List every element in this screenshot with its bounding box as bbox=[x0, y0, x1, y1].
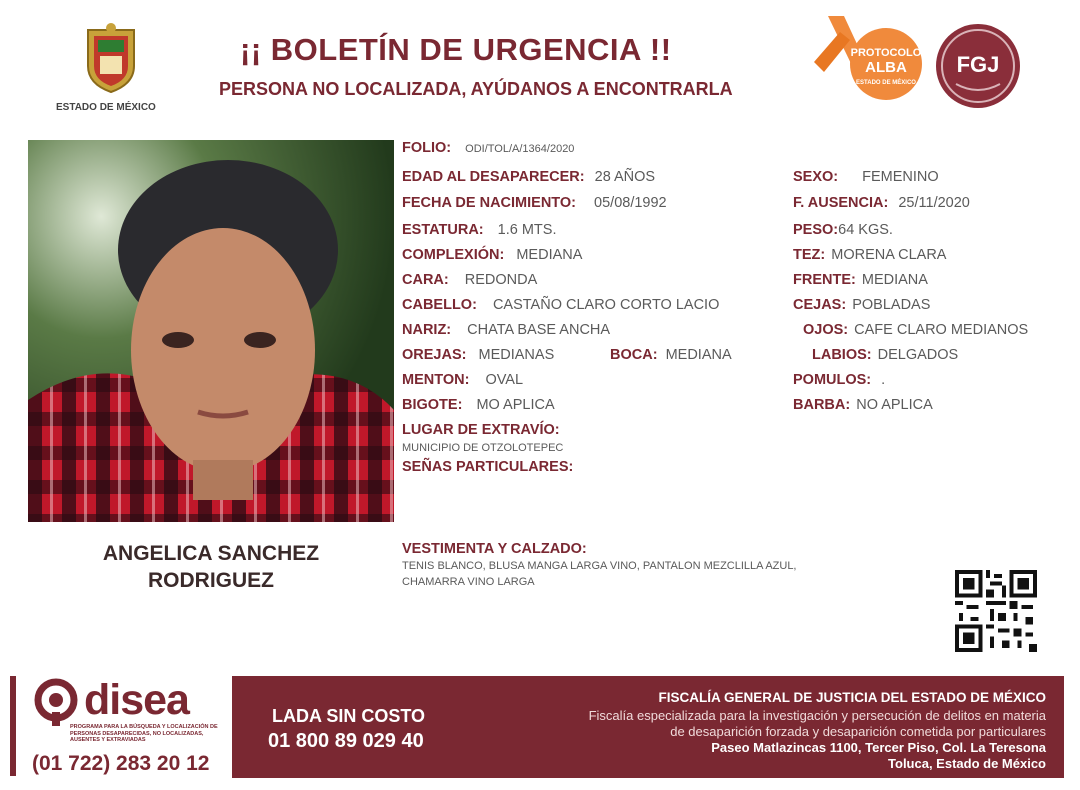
odisea-block bbox=[10, 672, 228, 780]
orejas-value: MEDIANAS bbox=[478, 347, 555, 363]
barba-value: NO APLICA bbox=[856, 397, 933, 413]
vestimenta-row bbox=[402, 541, 587, 557]
lugar-value: MUNICIPIO DE OTZOLOTEPEC bbox=[402, 442, 564, 454]
peso-row bbox=[793, 222, 893, 238]
fgj-address-line2: Toluca, Estado de México bbox=[888, 756, 1046, 771]
labios-label: LABIOS: bbox=[812, 347, 872, 363]
edad-value: 28 AÑOS bbox=[594, 169, 656, 185]
peso-label: PESO: bbox=[793, 222, 839, 238]
bulletin-title: ¡¡ BOLETÍN DE URGENCIA !! bbox=[240, 32, 672, 67]
ausencia-row bbox=[793, 195, 970, 211]
tez-row bbox=[793, 247, 946, 263]
bulletin-subtitle: PERSONA NO LOCALIZADA, AYÚDANOS A ENCONTRARLA bbox=[219, 79, 733, 99]
frente-value: MEDIANA bbox=[861, 272, 928, 288]
odisea-accent-bar bbox=[10, 676, 16, 776]
nariz-row bbox=[402, 322, 610, 338]
cejas-label: CEJAS: bbox=[793, 297, 847, 313]
fgj-seal-logo bbox=[934, 22, 1022, 110]
person-name bbox=[28, 540, 394, 594]
cejas-row bbox=[793, 297, 930, 313]
boca-label: BOCA: bbox=[610, 347, 658, 363]
nacimiento-value: 05/08/1992 bbox=[594, 195, 667, 211]
boca-value: MEDIANA bbox=[665, 347, 732, 363]
estado-de-mexico-emblem bbox=[80, 22, 142, 94]
frente-label: FRENTE: bbox=[793, 272, 856, 288]
estatura-row bbox=[402, 222, 556, 238]
complexion-value: MEDIANA bbox=[516, 247, 583, 263]
ausencia-label: F. AUSENCIA: bbox=[793, 195, 889, 211]
footer-bar bbox=[232, 676, 1064, 778]
cejas-value: POBLADAS bbox=[852, 297, 931, 313]
fgj-address-line1: Paseo Matlazincas 1100, Tercer Piso, Col. La Teresona bbox=[711, 740, 1046, 755]
person-name-line2: RODRIGUEZ bbox=[148, 569, 274, 592]
senas-row bbox=[402, 459, 573, 475]
ojos-row bbox=[803, 322, 1028, 338]
lugar-label: LUGAR DE EXTRAVÍO: bbox=[402, 422, 560, 438]
menton-label: MENTON: bbox=[402, 372, 470, 388]
fgj-title: FISCALÍA GENERAL DE JUSTICIA DEL ESTADO DE MÉXICO bbox=[658, 690, 1046, 705]
vestimenta-label: VESTIMENTA Y CALZADO: bbox=[402, 541, 587, 557]
ojos-label: OJOS: bbox=[803, 322, 849, 338]
nacimiento-row bbox=[402, 195, 667, 211]
tez-label: TEZ: bbox=[793, 247, 826, 263]
lugar-row bbox=[402, 422, 560, 438]
fgj-description-line2: de desaparición forzada y desaparición cometida por particulares bbox=[670, 724, 1046, 739]
svg-text:PROTOCOLO: PROTOCOLO bbox=[850, 47, 922, 59]
svg-text:ALBA: ALBA bbox=[865, 59, 907, 76]
odisea-phone[interactable]: (01 722) 283 20 12 bbox=[32, 752, 210, 775]
frente-row bbox=[793, 272, 928, 288]
ojos-value: CAFE CLARO MEDIANOS bbox=[854, 322, 1029, 338]
svg-text:FGJ: FGJ bbox=[956, 52, 1000, 77]
bigote-label: BIGOTE: bbox=[402, 397, 463, 413]
sexo-row bbox=[793, 169, 939, 185]
bigote-row bbox=[402, 397, 555, 413]
barba-row bbox=[793, 397, 933, 413]
menton-value: OVAL bbox=[485, 372, 524, 388]
bigote-value: MO APLICA bbox=[476, 397, 555, 413]
peso-value: 64 KGS. bbox=[838, 222, 893, 238]
edad-row bbox=[402, 169, 655, 185]
protocolo-alba-logo bbox=[810, 12, 925, 110]
lada-title: LADA SIN COSTO bbox=[272, 706, 426, 726]
sexo-value: FEMENINO bbox=[862, 169, 939, 185]
ausencia-value: 25/11/2020 bbox=[898, 195, 970, 211]
estatura-value: 1.6 MTS. bbox=[497, 222, 557, 238]
barba-label: BARBA: bbox=[793, 397, 851, 413]
orejas-row bbox=[402, 347, 554, 363]
pomulos-row bbox=[793, 372, 885, 388]
cara-row bbox=[402, 272, 537, 288]
complexion-row bbox=[402, 247, 582, 263]
svg-text:ESTADO DE MÉXICO: ESTADO DE MÉXICO bbox=[856, 80, 916, 86]
person-name-line1: ANGELICA SANCHEZ bbox=[102, 542, 320, 565]
boca-row bbox=[610, 347, 732, 363]
vestimenta-line1: TENIS BLANCO, BLUSA MANGA LARGA VINO, PANTALON MEZCLILLA AZUL, bbox=[402, 560, 797, 572]
pomulos-label: POMULOS: bbox=[793, 372, 872, 388]
pomulos-value: . bbox=[881, 372, 886, 388]
tez-value: MORENA CLARA bbox=[831, 247, 947, 263]
labios-row bbox=[812, 347, 958, 363]
cara-label: CARA: bbox=[402, 272, 449, 288]
folio-row bbox=[402, 140, 574, 156]
folio-label: FOLIO: bbox=[402, 140, 452, 156]
odisea-description: PROGRAMA PARA LA BÚSQUEDA Y LOCALIZACIÓN DE PERSONAS DESAPARECIDAS, NO LOCALIZADAS, AUSENTES Y EXTRAVIADAS bbox=[70, 724, 218, 743]
estatura-label: ESTATURA: bbox=[402, 222, 484, 238]
nacimiento-label: FECHA DE NACIMIENTO: bbox=[402, 195, 576, 211]
nariz-label: NARIZ: bbox=[402, 322, 452, 338]
labios-value: DELGADOS bbox=[877, 347, 959, 363]
cara-value: REDONDA bbox=[464, 272, 538, 288]
lada-number[interactable]: 01 800 89 029 40 bbox=[268, 730, 424, 752]
vestimenta-line2: CHAMARRA VINO LARGA bbox=[402, 576, 535, 588]
nariz-value: CHATA BASE ANCHA bbox=[467, 322, 611, 338]
odisea-wordmark: disea bbox=[84, 676, 189, 724]
menton-row bbox=[402, 372, 523, 388]
cabello-value: CASTAÑO CLARO CORTO LACIO bbox=[492, 297, 720, 313]
qr-code[interactable] bbox=[955, 570, 1037, 652]
complexion-label: COMPLEXIÓN: bbox=[402, 247, 505, 263]
estado-de-mexico-label: ESTADO DE MÉXICO bbox=[56, 102, 156, 113]
orejas-label: OREJAS: bbox=[402, 347, 467, 363]
cabello-label: CABELLO: bbox=[402, 297, 477, 313]
senas-label: SEÑAS PARTICULARES: bbox=[402, 459, 574, 475]
missing-person-photo bbox=[28, 140, 394, 522]
fgj-description-line1: Fiscalía especializada para la investigación y persecución de delitos en materia bbox=[588, 708, 1046, 723]
cabello-row bbox=[402, 297, 719, 313]
sexo-label: SEXO: bbox=[793, 169, 839, 185]
folio-value: ODI/TOL/A/1364/2020 bbox=[465, 143, 575, 155]
edad-label: EDAD AL DESAPARECER: bbox=[402, 169, 585, 185]
